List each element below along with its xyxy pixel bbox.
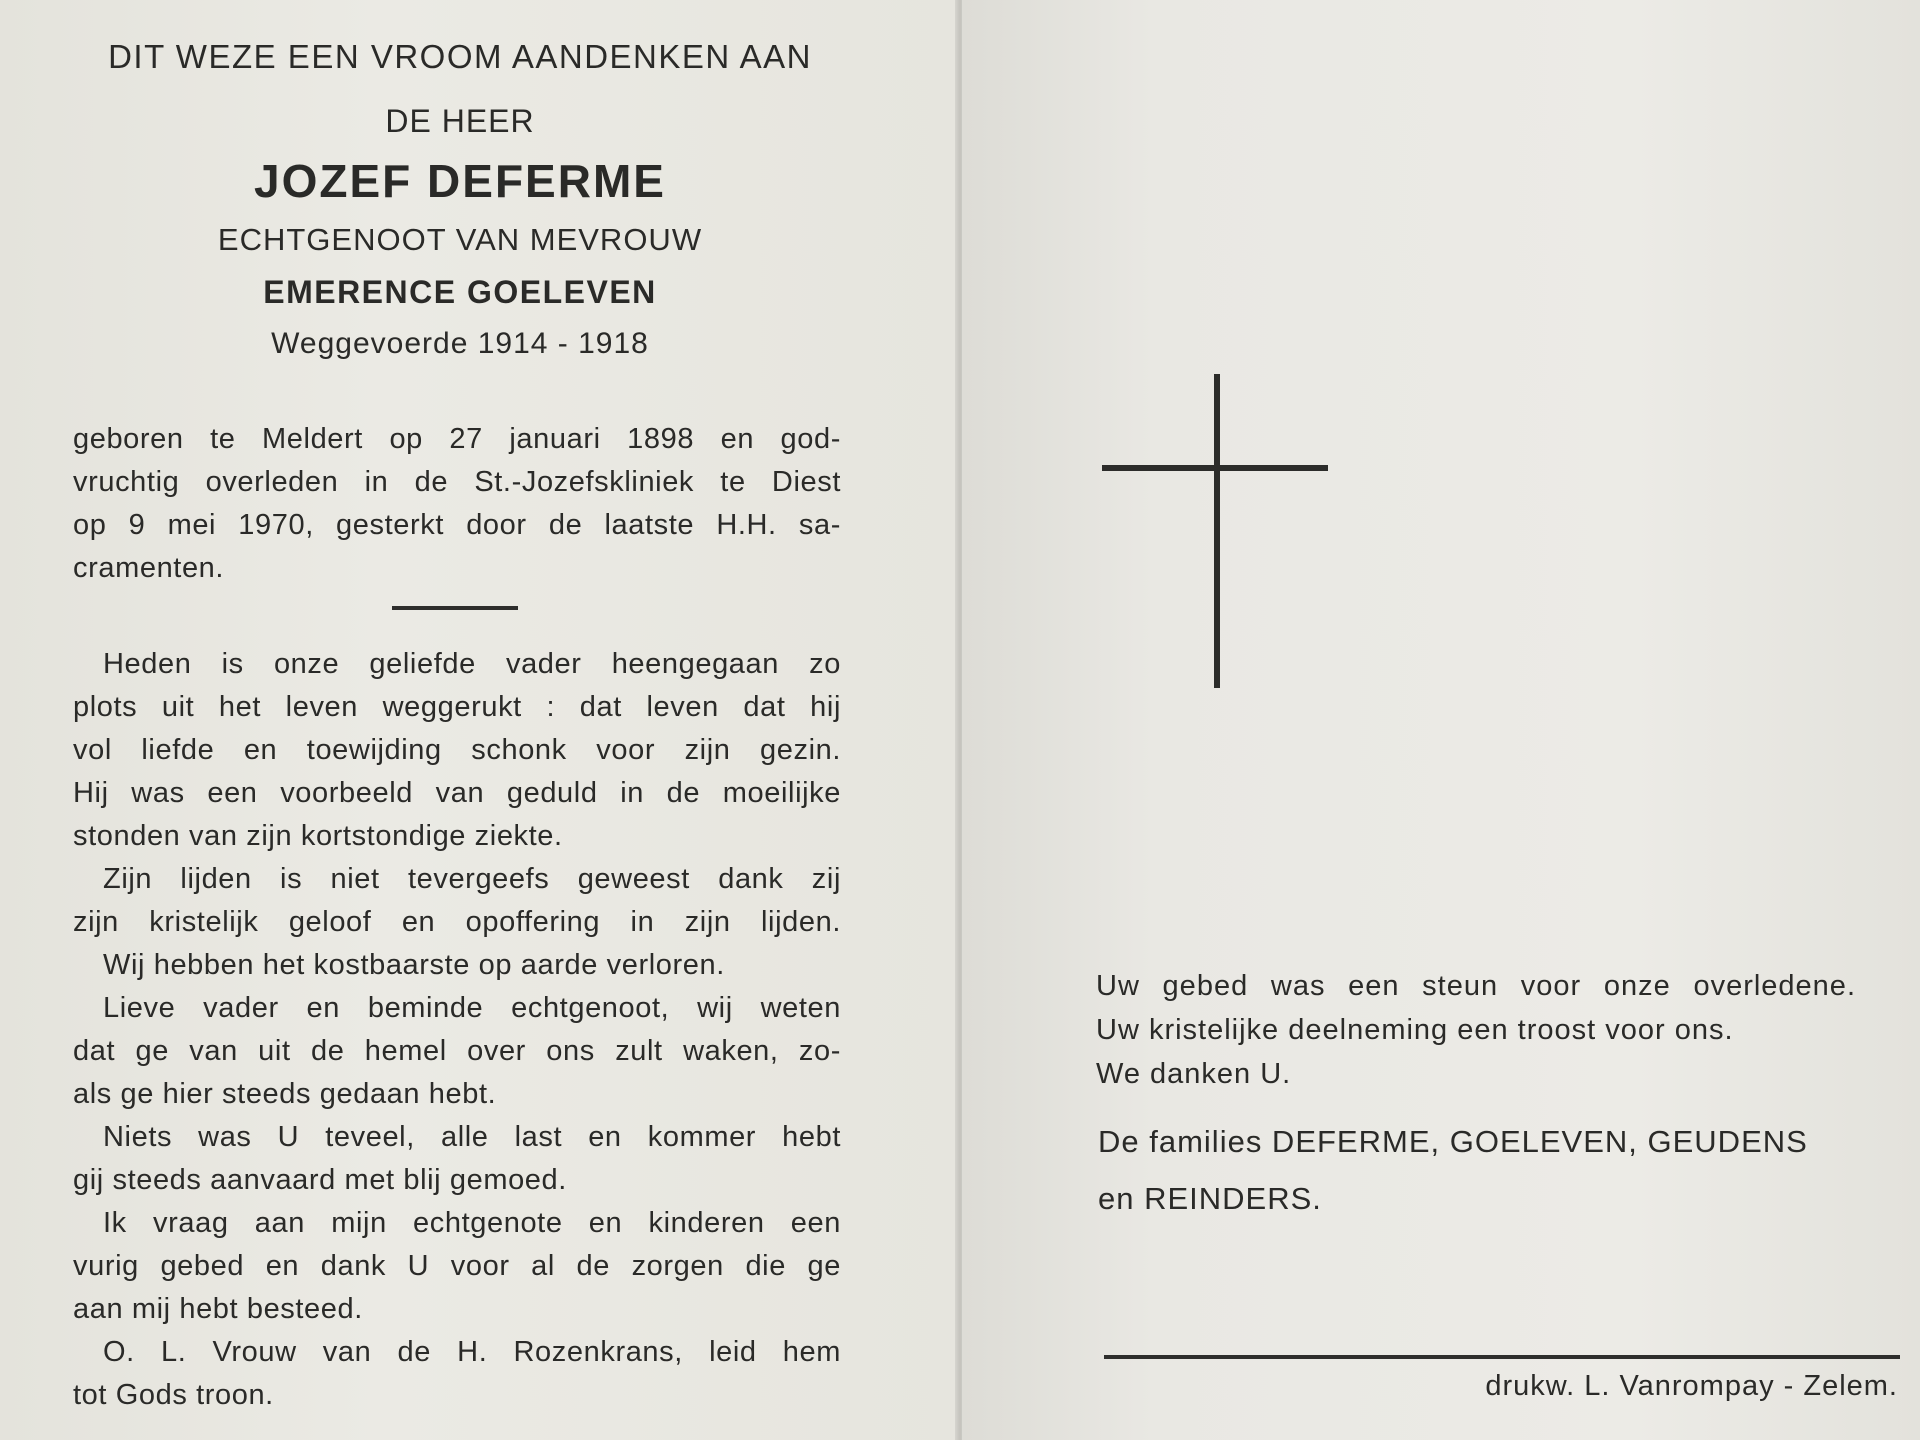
printer-credit: drukw. L. Vanrompay - Zelem. [1485, 1370, 1898, 1402]
thanks-line: We danken U. [1096, 1058, 1292, 1090]
text-line: aan mij hebt besteed. [73, 1293, 363, 1325]
cross-vertical [1214, 374, 1220, 688]
thanks-line: Uw kristelijke deelneming een troost voor ons. [1096, 1014, 1734, 1046]
birth-line: geboren te Meldert op 27 januari 1898 en god- [73, 423, 841, 455]
text-line: vurig gebed en dank U voor al de zorgen die ge [73, 1250, 841, 1282]
deceased-name: JOZEF DEFERME [254, 155, 666, 207]
text-line: Lieve vader en beminde echtgenoot, wij weten [103, 992, 841, 1024]
text-line: stonden van zijn kortstondige ziekte. [73, 820, 563, 852]
text-line: Ik vraag aan mijn echtgenote en kinderen een [103, 1207, 841, 1239]
birth-line: op 9 mei 1970, gesterkt door de laatste H.H. sa- [73, 509, 841, 541]
text-line: als ge hier steeds gedaan hebt. [73, 1078, 497, 1110]
birth-death-paragraph [73, 418, 841, 590]
deportation-note: Weggevoerde 1914 - 1918 [271, 327, 649, 360]
text-line: vol liefde en toewijding schonk voor zijn gezin. [73, 734, 841, 766]
spouse-intro: ECHTGENOOT VAN MEVROUW [217, 222, 703, 257]
text-line: dat ge van uit de hemel over ons zult waken, zo- [73, 1035, 841, 1067]
birth-line: cramenten. [73, 552, 225, 584]
text-line: Hij was een voorbeeld van geduld in de moeilijke [73, 777, 841, 809]
divider-rule [392, 606, 518, 610]
header-line-2: DE HEER [385, 103, 535, 139]
text-line: Heden is onze geliefde vader heengegaan zo [103, 648, 841, 680]
text-line: Zijn lijden is niet tevergeefs geweest dank zij [103, 863, 841, 895]
thanks-text [1096, 964, 1856, 1096]
memorial-text [73, 643, 841, 1417]
left-panel [0, 0, 958, 1440]
families-line-1: De families DEFERME, GOELEVEN, GEUDENS [1098, 1124, 1808, 1159]
spouse-name: EMERENCE GOELEVEN [263, 274, 657, 310]
text-line: zijn kristelijk geloof en opoffering in zijn lijden. [73, 906, 841, 938]
text-line: Wij hebben het kostbaarste op aarde verloren. [103, 949, 725, 981]
header-line-1: DIT WEZE EEN VROOM AANDENKEN AAN [108, 38, 812, 75]
cross-horizontal [1102, 465, 1328, 471]
families-line-2: en REINDERS. [1098, 1181, 1322, 1216]
text-line: gij steeds aanvaard met blij gemoed. [73, 1164, 567, 1196]
text-line: O. L. Vrouw van de H. Rozenkrans, leid hem [103, 1336, 841, 1368]
thanks-line: Uw gebed was een steun voor onze overledene. [1096, 970, 1856, 1002]
birth-line: vruchtig overleden in de St.-Jozefskliniek te Diest [73, 466, 841, 498]
printer-rule [1104, 1355, 1900, 1359]
right-panel [962, 0, 1920, 1440]
text-line: tot Gods troon. [73, 1379, 274, 1411]
text-line: Niets was U teveel, alle last en kommer hebt [103, 1121, 841, 1153]
text-line: plots uit het leven weggerukt : dat leven dat hij [73, 691, 841, 723]
